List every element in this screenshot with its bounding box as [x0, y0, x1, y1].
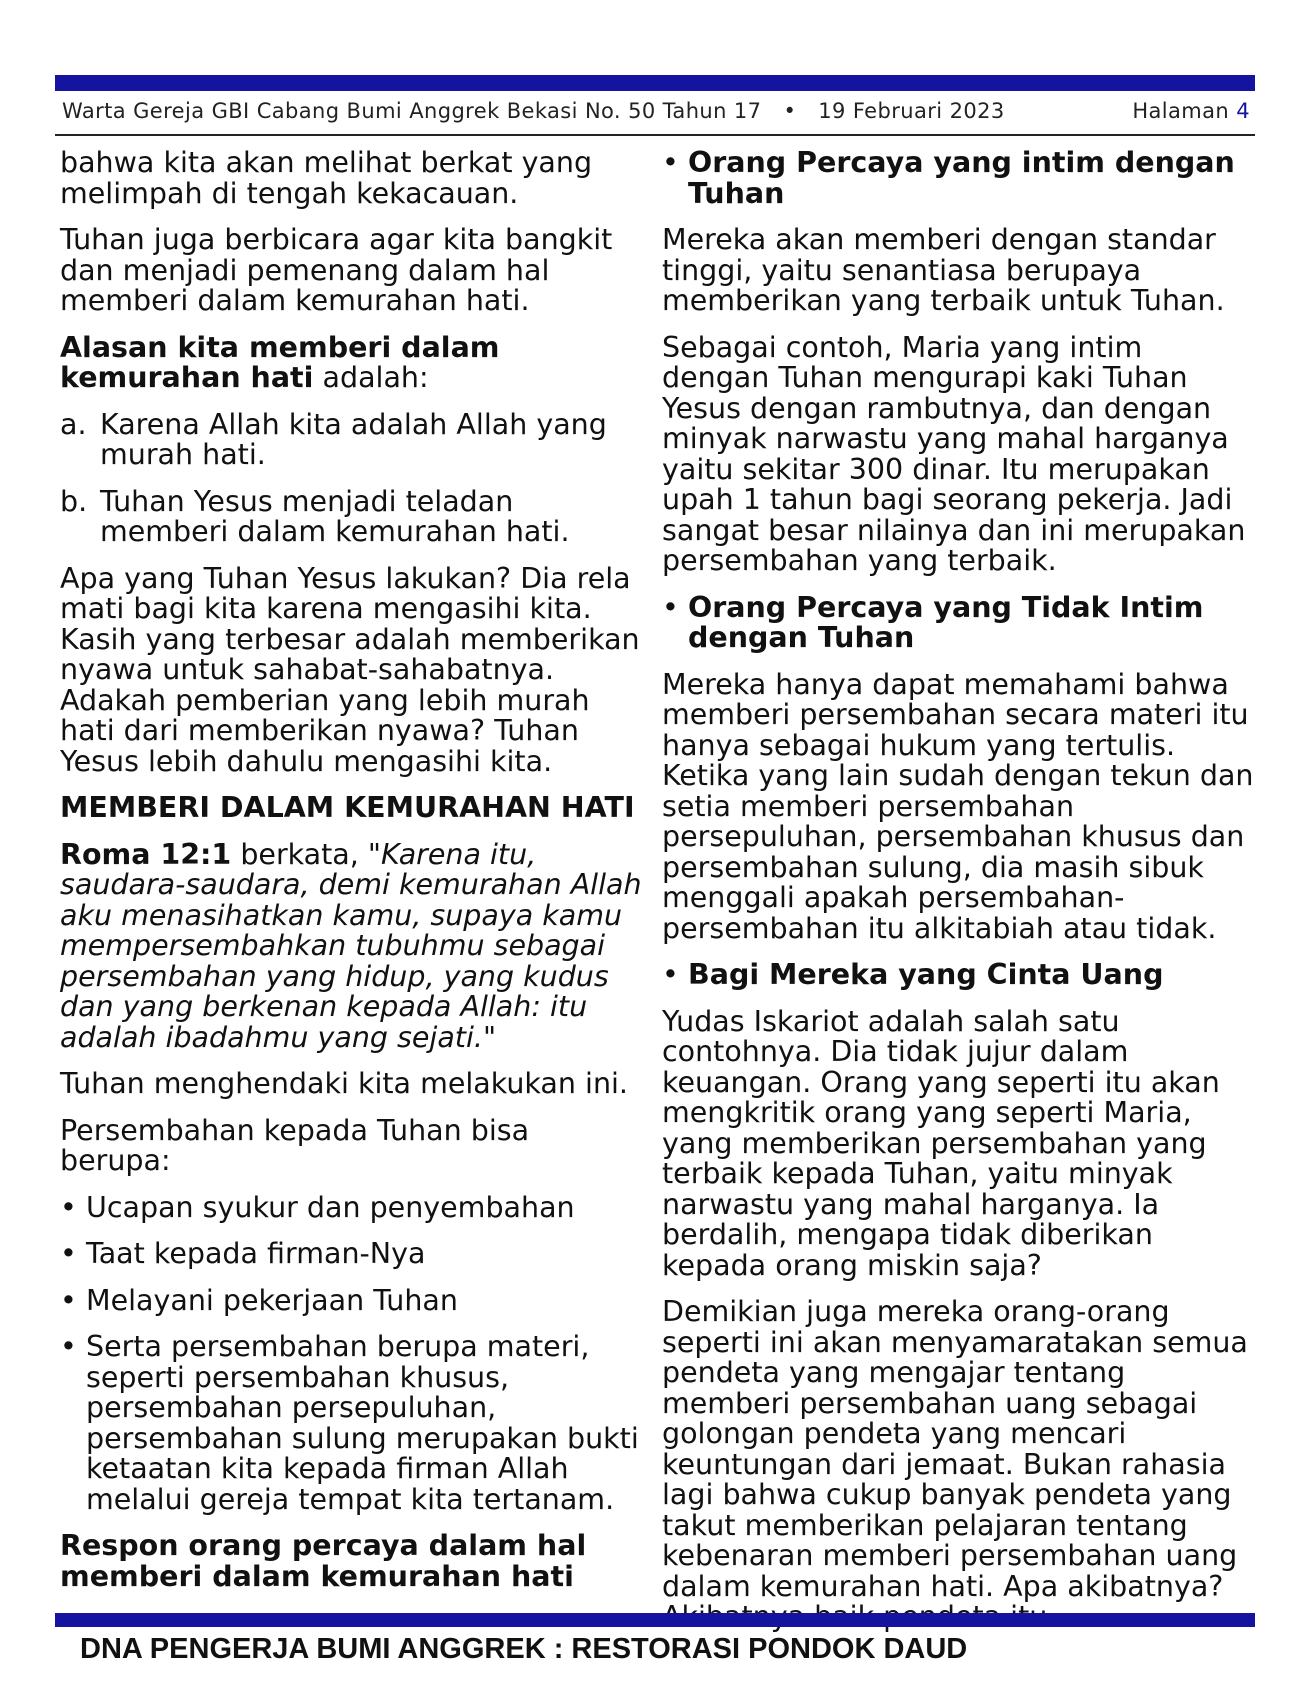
page-number: 4	[1236, 99, 1250, 123]
left-paragraph-4: Tuhan menghendaki kita melakukan ini.	[60, 1067, 628, 1100]
bullet-icon: •	[60, 1283, 77, 1317]
header-top-bar	[55, 75, 1255, 91]
right-paragraph-1: Mereka akan memberi dengan standar tinggi, yaitu senantiasa berupaya memberikan yang terbaik untuk Tuhan.	[662, 223, 1225, 317]
list-item-text: Karena Allah kita adalah Allah yang murah hati.	[100, 407, 607, 471]
reasons-list	[60, 407, 648, 548]
right-paragraph-5: Demikian juga mereka orang-orang seperti ini akan menyamaratakan semua pendeta yang mengajar tentang memberi persembahan uang sebagai golongan pendeta yang mencari keuntungan dari jemaat. Bukan rahasia lagi bahwa cukup banyak pendeta yang takut memberikan pelajaran tentang kebenaran memberi persembahan uang dalam kemurahan hati. Apa akibatnya?	[662, 1295, 1248, 1603]
page-header	[62, 99, 1250, 129]
list-item	[60, 407, 648, 471]
bullet-heading-not-intimate	[662, 590, 1257, 654]
bullet-icon: •	[662, 146, 679, 179]
bullet-icon: •	[60, 1190, 77, 1224]
reasons-intro-bold: Alasan kita memberi dalam kemurahan hati	[60, 330, 500, 394]
bullet-heading-intimate	[662, 148, 1257, 209]
header-rule	[55, 134, 1255, 136]
verse-reference: Roma 12:1	[60, 837, 232, 871]
bullet-heading-text: Orang Percaya yang intim dengan Tuhan	[688, 146, 1235, 210]
list-item	[60, 1190, 648, 1224]
left-paragraph-1: bahwa kita akan melihat berkat yang melimpah di tengah kekacauan.	[60, 146, 593, 210]
bullet-heading-text: Bagi Mereka yang Cinta Uang	[688, 958, 1164, 991]
reasons-intro	[60, 330, 648, 394]
left-paragraph-5: Persembahan kepada Tuhan bisa berupa:	[60, 1113, 530, 1177]
page-indicator	[1132, 99, 1250, 123]
right-paragraph-3: Mereka hanya dapat memahami bahwa memberi persembahan secara materi itu hanya sebagai hukum yang tertulis. Ketika yang lain sudah dengan tekun dan setia memberi persembahan persepuluhan, persembahan khusus dan persembahan sulung, dia masih sibuk menggali apakah persembahan-persembahan itu alkitabiah atau tidak.	[662, 667, 1254, 945]
bullet-heading-love-money	[662, 960, 1257, 991]
bullet-icon: •	[662, 958, 679, 991]
right-column	[662, 148, 1257, 1649]
publication-title: Warta Gereja GBI Cabang Bumi Anggrek Bekasi No. 50 Tahun 17	[62, 99, 762, 123]
header-separator: •	[783, 99, 797, 123]
page-label: Halaman	[1132, 99, 1230, 123]
list-item	[60, 1239, 648, 1270]
list-item	[60, 1283, 648, 1317]
bullet-icon: •	[60, 1237, 77, 1270]
reasons-intro-rest: adalah:	[313, 361, 429, 394]
bullet-icon: •	[662, 590, 679, 624]
list-item-text: Serta persembahan berupa materi, seperti persembahan khusus, persembahan persepuluhan, persembahan sulung merupakan bukti ketaatan kita kepada firman Allah melalui gereja tempat kita tertanam.	[86, 1330, 639, 1516]
header-left	[62, 99, 1005, 123]
list-marker: b.	[60, 484, 88, 518]
list-item-text: Ucapan syukur dan penyembahan	[86, 1190, 575, 1224]
verse-paragraph	[60, 837, 648, 1054]
verse-quote: Karena itu, saudara-saudara, demi kemurahan Allah aku menasihatkan kamu, supaya kamu mempersembahkan tubuhmu sebagai persembahan yang hidup, yang kudus dan yang berkenan kepada Allah: itu adalah ibadahmu yang sejati."	[60, 837, 642, 1054]
list-item-text: Melayani pekerjaan Tuhan	[86, 1283, 458, 1317]
issue-date: 19 Februari 2023	[818, 99, 1005, 123]
list-marker: a.	[60, 407, 87, 441]
verse-intro: berkata, "	[231, 837, 382, 871]
list-item	[60, 484, 648, 548]
list-item-text: Taat kepada firman-Nya	[86, 1237, 426, 1270]
right-paragraph-4: Yudas Iskariot adalah salah satu contohnya. Dia tidak jujur dalam keuangan. Orang yang seperti itu akan mengkritik orang yang seperti Maria, yang memberikan persembahan yang terbaik kepada Tuhan, yaitu minyak narwastu yang mahal harganya. Ia berdalih, mengapa tidak diberikan kepada orang miskin saja?	[662, 1004, 1220, 1282]
bullet-icon: •	[60, 1330, 77, 1363]
footer-bar	[55, 1613, 1255, 1627]
list-item-text: Tuhan Yesus menjadi teladan memberi dalam kemurahan hati.	[100, 484, 570, 548]
response-heading: Respon orang percaya dalam hal memberi dalam kemurahan hati	[60, 1529, 587, 1593]
left-paragraph-3: Apa yang Tuhan Yesus lakukan? Dia rela mati bagi kita karena mengasihi kita. Kasih yang terbesar adalah memberikan nyawa untuk sahabat-sahabatnya. Adakah pemberian yang lebih murah hati dari memberikan nyawa? Tuhan Yesus lebih dahulu mengasihi kita.	[60, 561, 640, 778]
left-column	[60, 148, 648, 1608]
right-paragraph-2: Sebagai contoh, Maria yang intim dengan Tuhan mengurapi kaki Tuhan Yesus dengan rambutnya, dan dengan minyak narwastu yang mahal harganya yaitu sekitar 300 dinar. Itu merupakan upah 1 tahun bagi seorang pekerja. Jadi sangat besar nilainya dan ini merupakan persembahan yang terbaik.	[662, 330, 1246, 577]
bullet-heading-text: Orang Percaya yang Tidak Intim dengan Tuhan	[688, 590, 1204, 654]
list-item	[60, 1332, 648, 1515]
footer-slogan: DNA PENGERJA BUMI ANGGREK : RESTORASI PONDOK DAUD	[80, 1633, 968, 1665]
left-paragraph-2: Tuhan juga berbicara agar kita bangkit dan menjadi pemenang dalam hal memberi dalam kemurahan hati.	[60, 223, 613, 317]
section-heading: MEMBERI DALAM KEMURAHAN HATI	[60, 791, 635, 824]
offerings-list	[60, 1190, 648, 1516]
